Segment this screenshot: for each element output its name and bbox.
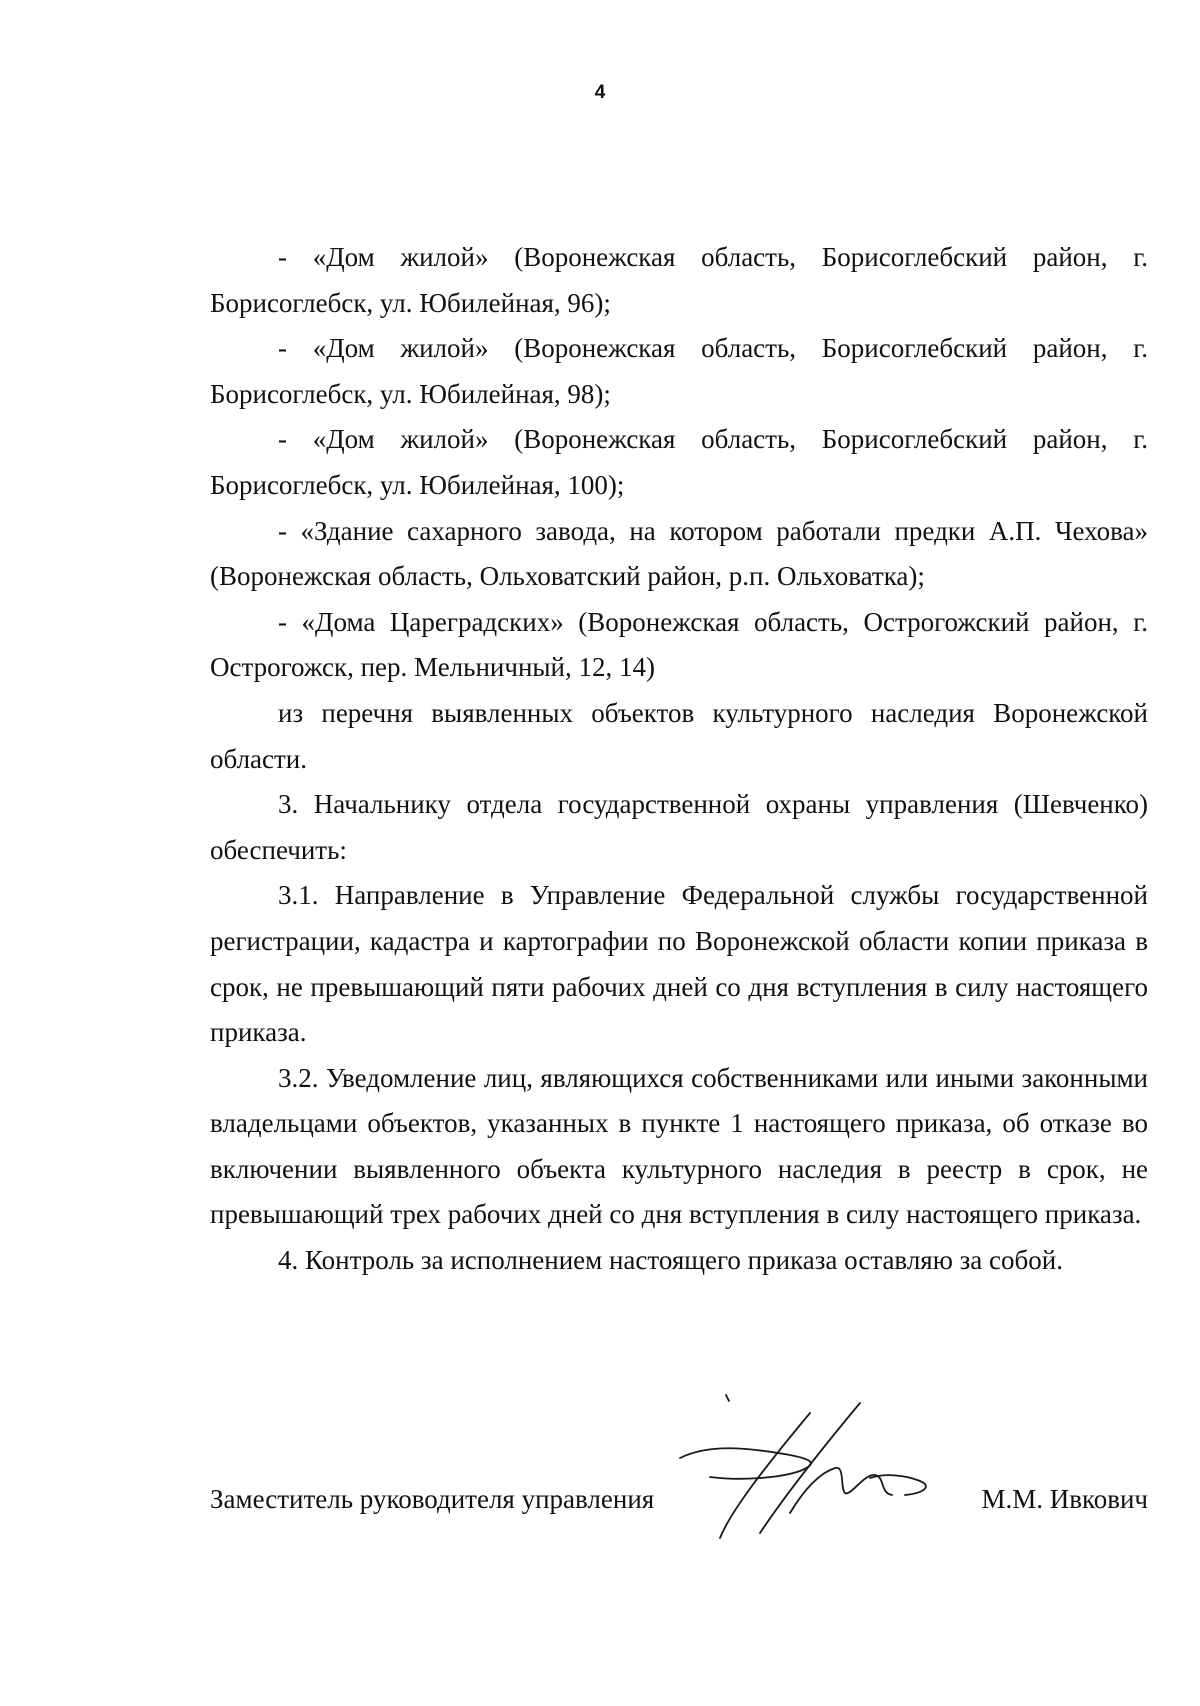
clause-4: 4. Контроль за исполнением настоящего приказа оставляю за собой. [278,1245,1063,1276]
list-item-house-98: - «Дом жилой» (Воронежская область, Борисоглебский район, г. Борисоглебск, ул. Юбилейная, 98); [210,333,1148,409]
page-number: 4 [594,82,606,103]
list-item-house-100: - «Дом жилой» (Воронежская область, Борисоглебский район, г. Борисоглебск, ул. Юбилейная, 100); [210,424,1148,500]
list-item-house-96: - «Дом жилой» (Воронежская область, Борисоглебский район, г. Борисоглебск, ул. Юбилейная, 96); [210,242,1148,318]
list-conclusion: из перечня выявленных объектов культурного наследия Воронежской области. [210,697,1148,774]
document-body [210,235,1148,1284]
list-item-tsaregradsky-houses: - «Дома Цареградских» (Воронежская область, Острогожский район, г. Острогожск, пер. Мельничный, 12, 14) [210,606,1148,683]
clause-3-2: 3.2. Уведомление лиц, являющихся собственниками или иными законными владельцами объектов, указанных в пункте 1 настоящего приказа, об отказе во включении выявленного объекта культурного наследия в реестр в срок, не превышающий трех рабочих дней со дня вступления в силу настоящего приказа. [210,1062,1148,1230]
clause-3-1: 3.1. Направление в Управление Федеральной службы государственной регистрации, кадастра и картографии по Воронежской области копии приказа в срок, не превышающий пяти рабочих дней со дня вступления в силу настоящего приказа. [210,880,1148,1048]
clause-3: 3. Начальнику отдела государственной охраны управления (Шевченко) обеспечить: [210,789,1148,865]
signature-block [210,1433,1148,1583]
handwritten-signature-icon [670,1393,950,1553]
signer-name: М.М. Ивкович [981,1484,1148,1514]
list-item-sugar-factory: - «Здание сахарного завода, на котором работали предки А.П. Чехова» (Воронежская область, Ольховатский район, р.п. Ольховатка); [210,515,1148,592]
signer-title: Заместитель руководителя управления [210,1484,655,1514]
